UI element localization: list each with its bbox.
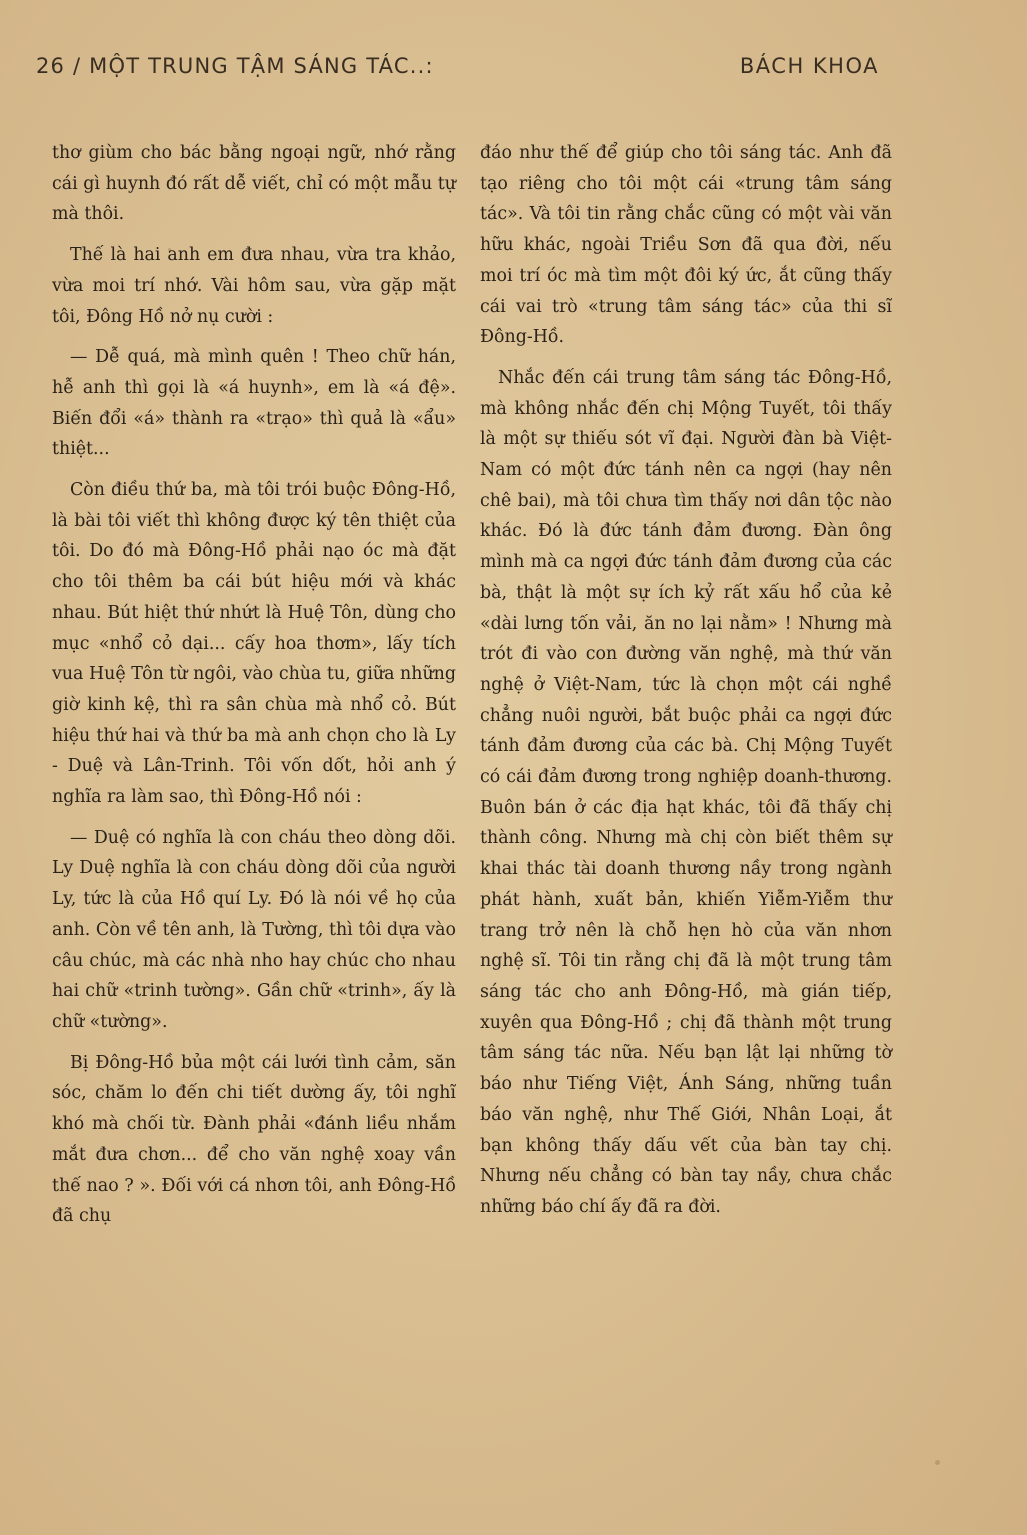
paragraph: thơ giùm cho bác bằng ngoại ngữ, nhớ rằng cái gì huynh đó rất dễ viết, chỉ có một mẫu tự mà thôi. <box>52 143 456 225</box>
paragraph: — Duệ có nghĩa là con cháu theo dòng dõi. Ly Duệ nghĩa là con cháu dòng dõi của người Ly, tức là của Hồ quí Ly. Đó là nói về họ của anh. Còn về tên anh, là Tường, thì tôi dựa vào câu chúc, mà các nhà nho hay chúc cho nhau hai chữ «trinh tường». Gần chữ «trinh», ấy là chữ «tường». <box>52 827 456 1032</box>
page-number-and-title: 26 / MỘT TRUNG TẬM SÁNG TÁC..: <box>36 54 434 78</box>
paragraph: đáo như thế để giúp cho tôi sáng tác. Anh đã tạo riêng cho tôi một cái «trung tâm sáng tác». Và tôi tin rằng chắc cũng có một vài văn hữu khác, ngoài Triều Sơn đã qua đời, nếu moi trí óc mà tìm một đôi ký ức, ắt cũng thấy cái vai trò «trung tâm sáng tác» của thi sĩ Đông-Hồ. <box>480 143 892 348</box>
paper-stain <box>935 1460 940 1465</box>
paper-stain <box>168 248 171 251</box>
paragraph: Thế là hai anh em đưa nhau, vừa tra khảo, vừa moi trí nhớ. Vài hôm sau, vừa gặp mặt tôi, Đông Hồ nở nụ cười : <box>52 245 456 327</box>
paragraph: Còn điều thứ ba, mà tôi trói buộc Đông-Hồ, là bài tôi viết thì không được ký tên thiệt của tôi. Do đó mà Đông-Hồ phải nạo óc mà đặt cho tôi thêm ba cái bút hiệu mới và khác nhau. Bút hiệt thứ nhứt là Huệ Tôn, dùng cho mục «nhổ cỏ dại... cấy hoa thơm», lấy tích vua Huệ Tôn từ ngôi, vào chùa tu, giữa những giờ kinh kệ, thì ra sân chùa mà nhổ cỏ. Bút hiệu thứ hai và thứ ba mà anh chọn cho là Ly - Duệ và Lân-Trinh. Tôi vốn dốt, hỏi anh ý nghĩa ra làm sao, thì Đông-Hồ nói : <box>52 480 456 808</box>
left-column <box>52 138 456 1242</box>
running-header <box>36 54 879 94</box>
paragraph: — Dễ quá, mà mình quên ! Theo chữ hán, hễ anh thì gọi là «á huynh», em là «á đệ». Biến đổi «á» thành ra «trạo» thì quả là «ẩu» thiệt... <box>52 347 456 460</box>
paragraph: Nhắc đến cái trung tâm sáng tác Đông-Hồ, mà không nhắc đến chị Mộng Tuyết, tôi thấy là một sự thiếu sót vĩ đại. Người đàn bà Việt-Nam có một đức tánh nên ca ngợi (hay nên chê bai), mà tôi chưa tìm thấy nơi dân tộc nào khác. Đó là đức tánh đảm đương. Đàn ông mình mà ca ngợi đức tánh đảm đương của các bà, thật là một sự ích kỷ rất xấu hổ của kẻ «dài lưng tốn vải, ăn no lại nằm» ! Nhưng mà trót đi vào con đường văn nghệ, mà thứ văn nghệ ở Việt-Nam, tức là chọn một cái nghề chẳng nuôi người, bắt buộc phải ca ngợi đức tánh đảm đương của các bà. Chị Mộng Tuyết có cái đảm đương trong nghiệp doanh-thương. Buôn bán ở các địa hạt khác, tôi đã thấy chị thành công. Nhưng mà chị còn biết thêm sự khai thác tài doanh thương nầy trong ngành phát hành, xuất bản, khiến Yiễm-Yiễm thư trang trở nên là chỗ hẹn hò của văn nhơn nghệ sĩ. Tôi tin rằng chị đã là một trung tâm sáng tác cho anh Đông-Hồ, mà gián tiếp, xuyên qua Đông-Hồ ; chị đã thành một trung tâm sáng tác nữa. Nếu bạn lật lại những tờ báo như Tiếng Việt, Ánh Sáng, những tuần báo văn nghệ, như Thế Giới, Nhân Loại, ắt bạn không thấy dấu vết của bàn tay chị. Nhưng nếu chẳng có bàn tay nầy, chưa chắc những báo chí ấy đã ra đời. <box>480 367 892 1217</box>
magazine-name: BÁCH KHOA <box>739 54 879 78</box>
right-column <box>480 138 892 1233</box>
paragraph: Bị Đông-Hồ bủa một cái lưới tình cảm, săn sóc, chăm lo đến chi tiết dường ấy, tôi nghĩ khó mà chối từ. Đành phải «đánh liều nhắm mắt đưa chơn... để cho văn nghệ xoay vần thế nao ? ». Đối với cá nhơn tôi, anh Đông-Hồ đã chụ <box>52 1052 456 1227</box>
